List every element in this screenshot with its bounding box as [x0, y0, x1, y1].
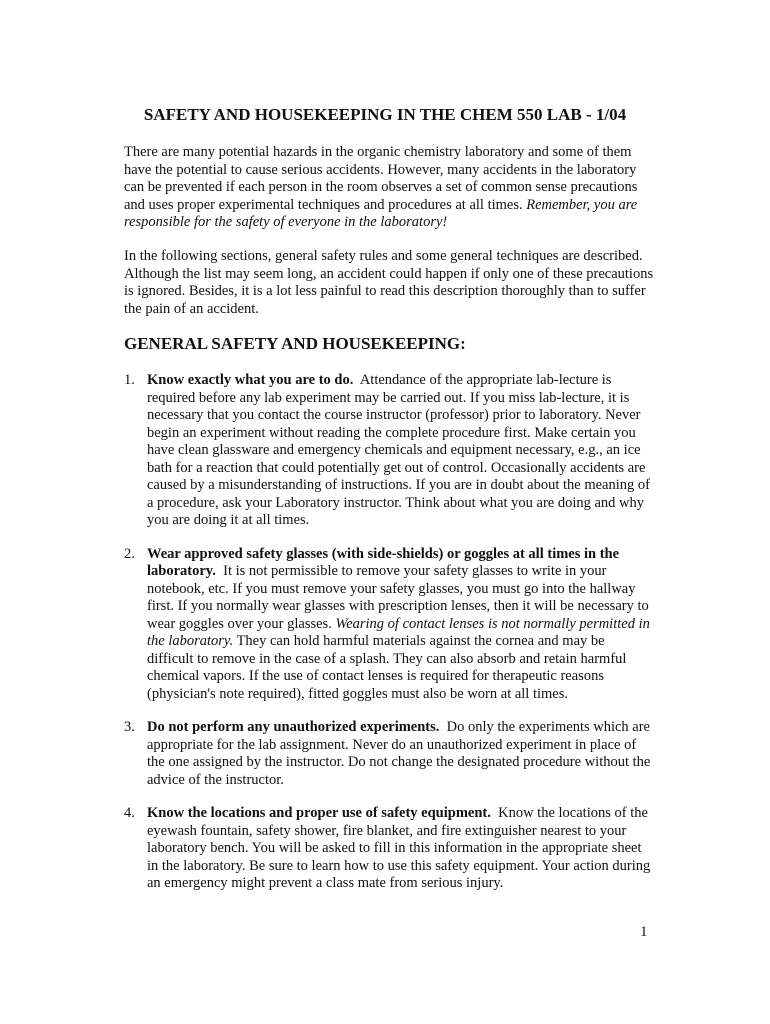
page-number: 1	[640, 924, 648, 940]
item-italic: Wearing of contact lenses is not normally permitted in the laboratory.	[147, 615, 650, 649]
item-number: 2.	[124, 545, 135, 562]
item-text: It is not permissible to remove your safety glasses to write in your notebook, etc. If you must remove your safety glasses, you must go into the hallway first. If you normally wear glasses with prescription lenses, then it will be necessary to wear goggles over your glasses.	[147, 563, 649, 632]
list-item	[124, 805, 654, 893]
item-text-continued: They can hold harmful materials against the cornea and may be difficult to remove in the case of a splash. They can also absorb and retain harmful chemical vapors. If the use of contact lenses is required for therapeutic reasons (physician's note required), fitted goggles must also be worn at all times.	[147, 633, 627, 702]
item-text: Do only the experiments which are appropriate for the lab assignment. Never do an unauthorized experiment in place of the one assigned by the instructor. Do not change the designated procedure without the advice of the instructor.	[147, 719, 651, 788]
item-heading: Know exactly what you are to do.	[147, 372, 354, 388]
item-number: 1.	[124, 372, 135, 388]
item-heading: Wear approved safety glasses (with side-shields) or goggles at all times in the laboratory.	[147, 545, 620, 579]
item-text: Attendance of the appropriate lab-lecture is required before any lab experiment may be carried out. If you miss lab-lecture, it is necessary that you contact the course instructor (professor) prior to laboratory. Never begin an experiment without reading the complete procedure first. Make certain you have clean glassware and emergency chemicals and equipment necessary, e.g., an ice bath for a reaction that could potentially get out of control. Occasionally accidents are caused by a misunderstanding of instructions. If you are in doubt about the meaning of a procedure, ask your Laboratory instructor. Think about what you are doing and why you are doing it at all times.	[147, 372, 650, 528]
intro-paragraph	[124, 144, 654, 232]
intro-text: There are many potential hazards in the organic chemistry laboratory and some of them have the potential to cause serious accidents. However, many accidents in the laboratory can be prevented if each person in the room observes a set of common sense precautions and uses proper experimental techniques and procedures at all times.	[124, 144, 638, 213]
list-item	[124, 546, 654, 704]
item-heading: Know the locations and proper use of safety equipment.	[147, 805, 491, 821]
item-number: 3.	[124, 719, 135, 735]
item-text: Know the locations of the eyewash fountain, safety shower, fire blanket, and fire extinguisher nearest to your laboratory bench. You will be asked to fill in this information in the appropriate sheet in the laboratory. Be sure to learn how to use this safety equipment. Your action during an emergency might prevent a class mate from serious injury.	[147, 805, 651, 891]
second-paragraph: In the following sections, general safety rules and some general techniques are described. Although the list may seem long, an accident could happen if only one of these precautions is ignored. Besides, it is a lot less painful to read this description thoroughly than to suffer the pain of an accident.	[124, 248, 654, 317]
section-heading: GENERAL SAFETY AND HOUSEKEEPING:	[124, 334, 466, 353]
safety-rules-list	[124, 372, 654, 909]
list-item	[124, 719, 654, 789]
item-heading: Do not perform any unauthorized experiments.	[147, 719, 440, 735]
item-number: 4.	[124, 805, 135, 821]
document-title: SAFETY AND HOUSEKEEPING IN THE CHEM 550 LAB - 1/04	[143, 105, 627, 124]
list-item	[124, 372, 654, 530]
intro-emphasis: Remember, you are responsible for the safety of everyone in the laboratory!	[124, 196, 638, 230]
